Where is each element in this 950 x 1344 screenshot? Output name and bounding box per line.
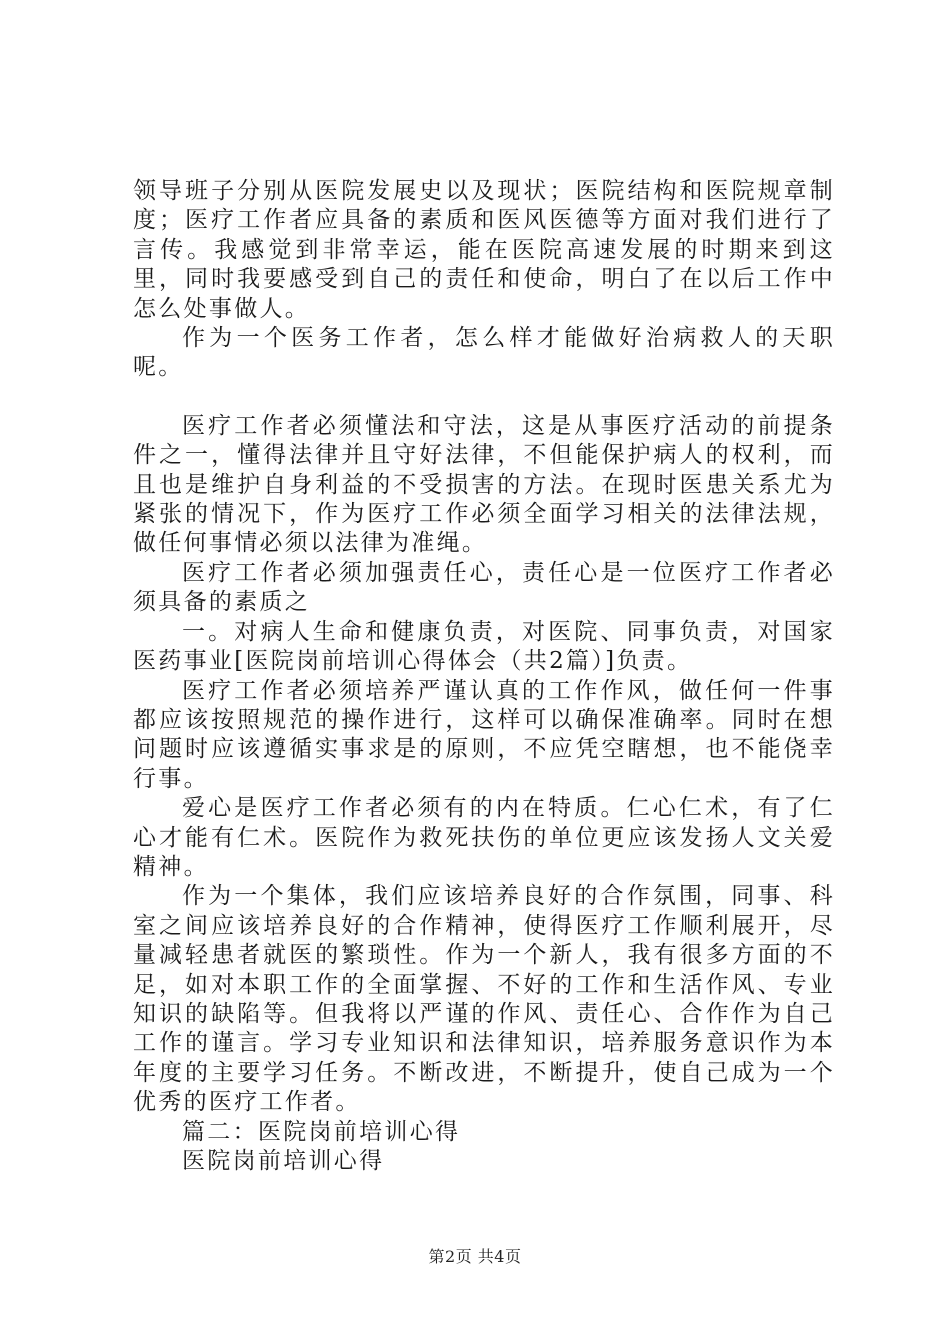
paragraph-law: 医疗工作者必须懂法和守法，这是从事医疗活动的前提条件之一，懂得法律并且守好法律，不但能保护病人的权利，而且也是维护自身利益的不受损害的方法。在现时医患关系尤为紧张的情况下，作为医疗工作必须全面学习相关的法律法规，做任何事情必须以法律为准绳。 (133, 412, 835, 557)
paragraph-intro: 领导班子分别从医院发展史以及现状；医院结构和医院规章制度；医疗工作者应具备的素质和医风医德等方面对我们进行了言传。我感觉到非常幸运，能在医院高速发展的时期来到这里，同时我要感受到自己的责任和使命，明白了在以后工作中怎么处事做人。 (133, 178, 835, 322)
section-heading: 篇二：医院岗前培训心得 (182, 1118, 461, 1145)
paragraph-responsibility: 医疗工作者必须加强责任心，责任心是一位医疗工作者必须具备的素质之 (133, 559, 835, 616)
paragraph-responsibility-cont: 一。对病人生命和健康负责，对医院、同事负责，对国家医药事业[医院岗前培训心得体会（共2篇）]负责。 (133, 618, 835, 675)
paragraph-question: 作为一个医务工作者，怎么样才能做好治病救人的天职呢。 (133, 325, 835, 381)
section-title: 医院岗前培训心得 (182, 1148, 385, 1174)
paragraph-teamwork: 作为一个集体，我们应该培养良好的合作氛围，同事、科室之间应该培养良好的合作精神，使得医疗工作顺利展开，尽量减轻患者就医的繁琐性。作为一个新人，我有很多方面的不足，如对本职工作的全面掌握、不好的工作和生活作风、专业知识的缺陷等。但我将以严谨的作风、责任心、合作作为自己工作的谨言。学习专业知识和法律知识，培养服务意识作为本年度的主要学习任务。不断改进，不断提升，使自己成为一个优秀的医疗工作者。 (133, 883, 835, 1116)
paragraph-work-style: 医疗工作者必须培养严谨认真的工作作风，做任何一件事都应该按照规范的操作进行，这样可以确保准确率。同时在想问题时应该遵循实事求是的原则，不应凭空瞎想，也不能侥幸行事。 (133, 677, 835, 792)
paragraph-compassion: 爱心是医疗工作者必须有的内在特质。仁心仁术，有了仁心才能有仁术。医院作为救死扶伤的单位更应该发扬人文关爱精神。 (133, 795, 835, 880)
page-number-footer: 第2页 共4页 (428, 1247, 522, 1266)
document-body (133, 177, 835, 1176)
